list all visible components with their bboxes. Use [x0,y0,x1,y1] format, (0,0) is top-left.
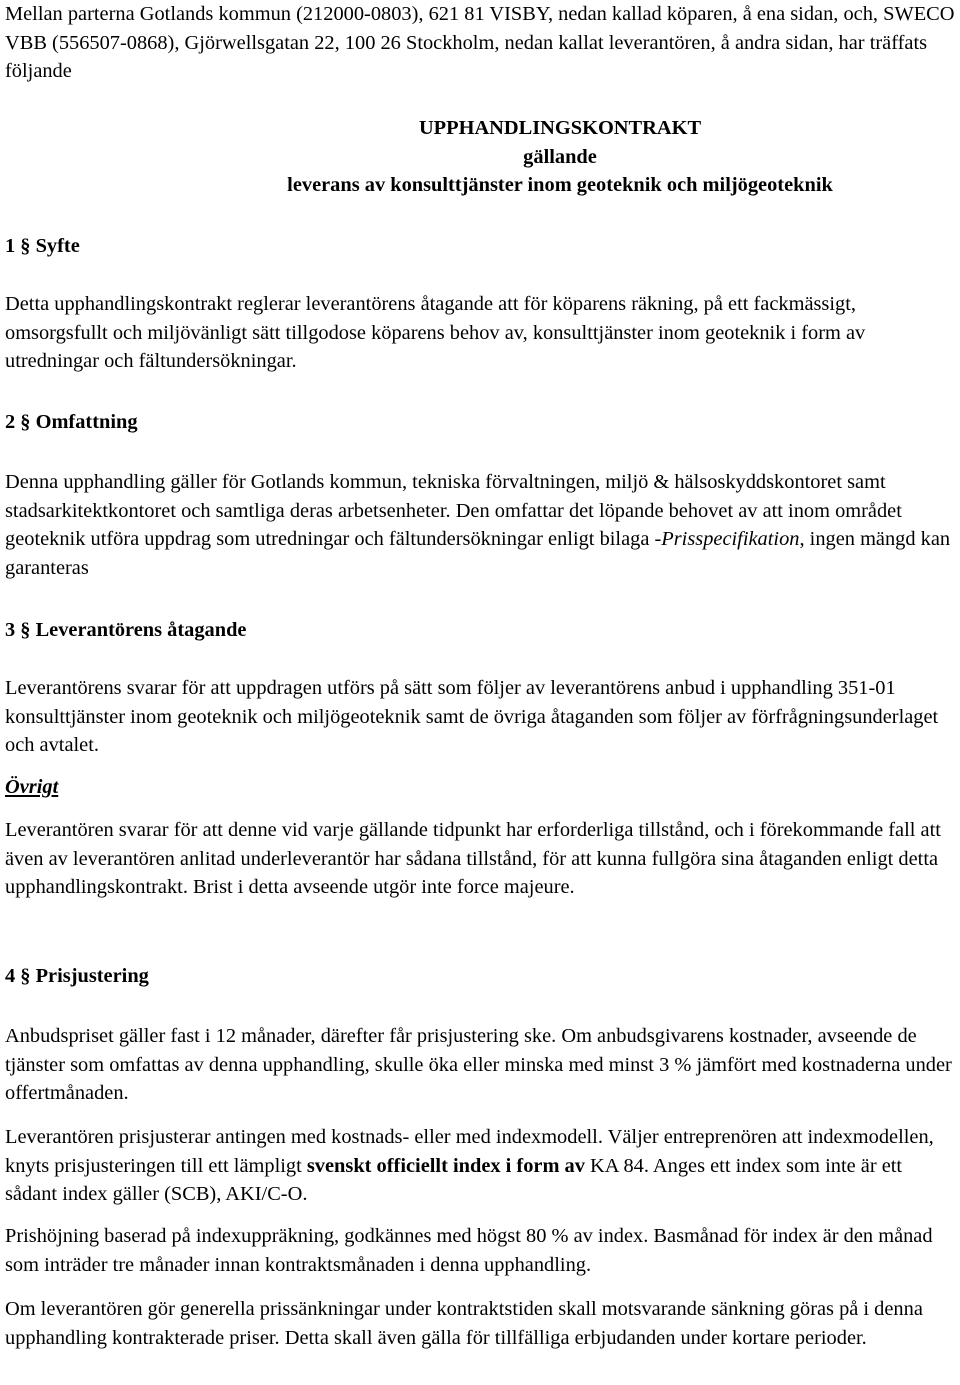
section-4-p2-start: Leverantören prisjusterar antingen med kostnads- eller med indexmodell. Väljer entreprenören att indexmodellen, knyts prisjusteringen till ett lämpligt [5,1126,934,1177]
intro-paragraph: Mellan parterna Gotlands kommun (212000-0803), 621 81 VISBY, nedan kallad köparen, å ena sidan, och, SWECO VBB (556507-0868), Gjörwellsgatan 22, 100 26 Stockholm, nedan kallat leverantören, å andra sidan, har träffats följande [5,3,955,83]
section-2-text-start: Denna upphandling gäller för Gotlands kommun, tekniska förvaltningen, miljö & hälsoskyddskontoret samt stadsarkitektkontoret och samtliga deras arbetsenheter. Den omfattar det löpande behovet av att inom området geoteknik utföra uppdrag som utredningar och fältundersökningar enligt bilaga - [5,471,902,551]
section-3-subheading: Övrigt [5,776,59,798]
section-4-p2-end: KA 84. Anges ett index som inte är ett sådant index gäller (SCB), AKI/C-O. [5,1154,903,1206]
section-2-text-end: , ingen mängd kan garanteras [5,528,951,579]
contract-title [165,114,955,200]
section-2-paragraph [5,468,955,582]
title-line-2: gällande [523,145,597,168]
prisspecifikation-reference: Prisspecifikation [661,528,800,551]
section-4-paragraph-3: Prishöjning baserad på indexuppräkning, godkännes med högst 80 % av index. Basmånad för index är den månad som inträder tre månader innan kontraktsmånaden i denna upphandling. [5,1225,933,1276]
section-3-paragraph-2: Leverantören svarar för att denne vid varje gällande tidpunkt har erforderliga tillstånd, och i förekommande fall att även av leverantören anlitad underleverantör har sådana tillstånd, för att kunna fullgöra sina åtaganden enligt detta upphandlingskontrakt. Brist i detta avseende utgör inte force majeure. [5,819,941,899]
section-2-heading: 2 § Omfattning [5,411,138,433]
title-line-3: leverans av konsulttjänster inom geoteknik och miljögeoteknik [287,174,833,197]
section-4-paragraph-4: Om leverantören gör generella prissänkningar under kontraktstiden skall motsvarande sänkning göras på i denna upphandling kontrakterade priser. Detta skall även gälla för tillfälliga erbjudanden under kortare perioder. [5,1298,923,1349]
section-4-paragraph-2 [5,1123,955,1209]
section-1-heading: 1 § Syfte [5,235,80,257]
section-1-paragraph: Detta upphandlingskontrakt reglerar leverantörens åtagande att för köparens räkning, på ett fackmässigt, omsorgsfullt och miljövänligt sätt tillgodose köparens behov av, konsulttjänster inom geoteknik i form av utredningar och fältundersökningar. [5,293,866,373]
section-4-paragraph-1: Anbudspriset gäller fast i 12 månader, därefter får prisjustering ske. Om anbudsgivarens kostnader, avseende de tjänster som omfattas av denna upphandling, skulle öka eller minska med minst 3 % jämfört med kostnaderna under offertmånaden. [5,1025,952,1105]
section-3-heading: 3 § Leverantörens åtagande [5,619,247,641]
section-3-paragraph-1: Leverantörens svarar för att uppdragen utförs på sätt som följer av leverantörens anbud i upphandling 351-01 konsulttjänster inom geoteknik och miljögeoteknik samt de övriga åtaganden som följer av förfrågningsunderlaget och avtalet. [5,677,939,757]
section-4-heading: 4 § Prisjustering [5,965,149,987]
title-line-1: UPPHANDLINGSKONTRAKT [418,117,702,139]
official-index-phrase: svenskt officiellt index i form av [306,1154,585,1177]
